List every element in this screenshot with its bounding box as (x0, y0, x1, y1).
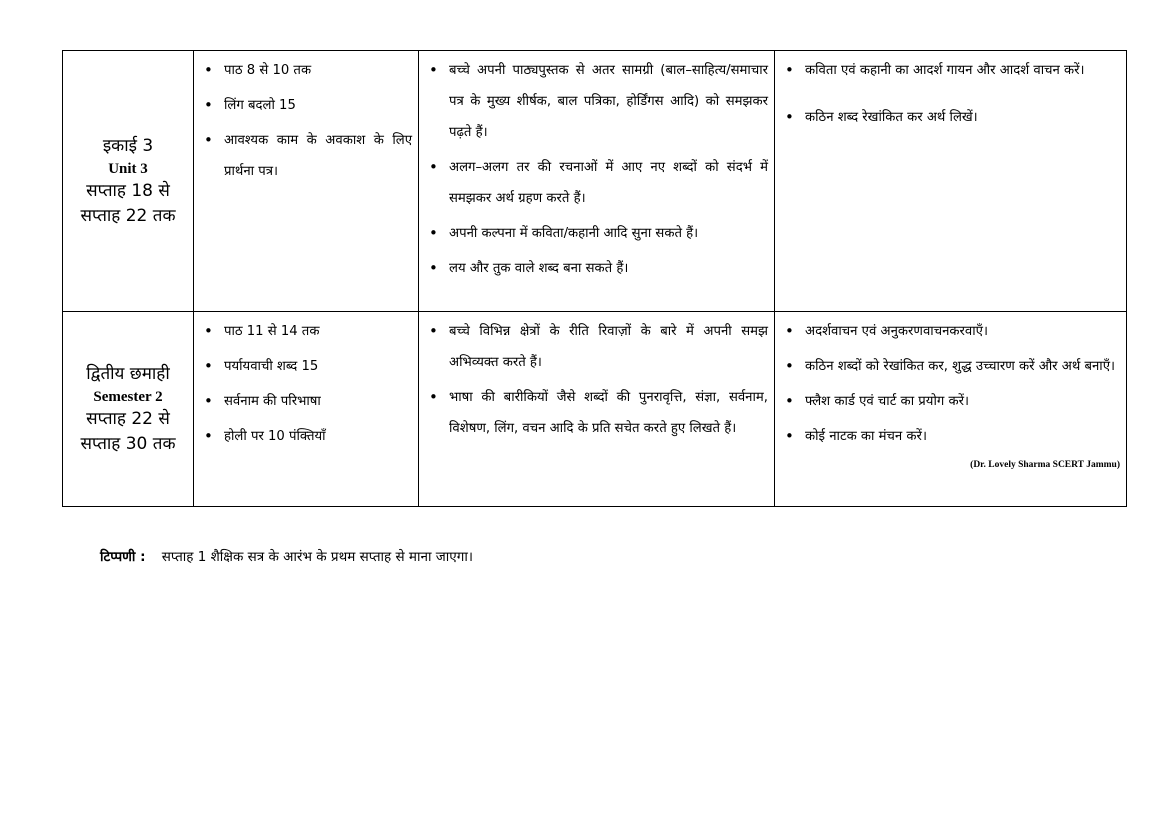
list-item: • कठिन शब्दों को रेखांकित कर, शुद्ध उच्चारण करें और अर्थ बनाएँ। (783, 351, 1120, 382)
curriculum-table (62, 50, 1127, 507)
week-from: सप्ताह 18 से (86, 180, 170, 201)
outcomes-cell (419, 312, 775, 507)
table-row (63, 51, 1127, 312)
list-item: • लिंग बदलो 15 (202, 90, 412, 121)
list-item: • बच्चे अपनी पाठ्यपुस्तक से अतर सामग्री (बाल–साहित्य/समाचार पत्र के मुख्य शीर्षक, बाल पत्रिका, होर्डिंगस आदि) को समझकर पढ़ते हैं। (427, 55, 768, 148)
list-item: • कविता एवं कहानी का आदर्श गायन और आदर्श वाचन करें। (783, 55, 1120, 86)
list-item: • अदर्शवाचन एवं अनुकरणवाचनकरवाएँ। (783, 316, 1120, 347)
unit-title-english: Semester 2 (93, 388, 163, 405)
list-item: • कठिन शब्द रेखांकित कर अर्थ लिखें। (783, 102, 1120, 133)
footnote (100, 547, 473, 565)
unit-cell (63, 312, 194, 507)
note-text: सप्ताह 1 शैक्षिक सत्र के आरंभ के प्रथम सप्ताह से माना जाएगा। (161, 549, 473, 565)
list-item: • अपनी कल्पना में कविता/कहानी आदि सुना सकते हैं। (427, 218, 768, 249)
list-item: • कोई नाटक का मंचन करें। (783, 421, 1120, 452)
list-item: • पर्यायवाची शब्द 15 (202, 351, 412, 382)
week-to: सप्ताह 22 तक (80, 205, 176, 226)
unit-title-hindi: द्वितीय छमाही (86, 363, 170, 384)
list-item: • होली पर 10 पंक्तियाँ (202, 421, 412, 452)
list-item: • पाठ 11 से 14 तक (202, 316, 412, 347)
list-item: • आवश्यक काम के अवकाश के लिए प्रार्थना पत्र। (202, 125, 412, 187)
week-to: सप्ताह 30 तक (80, 433, 176, 454)
list-item: • फ्लैश कार्ड एवं चार्ट का प्रयोग करें। (783, 386, 1120, 417)
content-cell (194, 312, 419, 507)
list-item: • सर्वनाम की परिभाषा (202, 386, 412, 417)
unit-cell (63, 51, 194, 312)
list-item: • लय और तुक वाले शब्द बना सकते हैं। (427, 253, 768, 284)
note-label: टिप्पणी : (100, 549, 146, 565)
unit-title-hindi: इकाई 3 (102, 135, 154, 156)
list-item: • पाठ 8 से 10 तक (202, 55, 412, 86)
week-from: सप्ताह 22 से (86, 408, 170, 429)
list-item: • अलग–अलग तर की रचनाओं में आए नए शब्दों को संदर्भ में समझकर अर्थ ग्रहण करते हैं। (427, 152, 768, 214)
list-item: • भाषा की बारीकियों जैसे शब्दों की पुनरावृत्ति, संज्ञा, सर्वनाम, विशेषण, लिंग, वचन आदि के प्रति सचेत करते हुए लिखते हैं। (427, 382, 768, 444)
outcomes-cell (419, 51, 775, 312)
author-credit: (Dr. Lovely Sharma SCERT Jammu) (970, 460, 1120, 470)
content-cell (194, 51, 419, 312)
unit-title-english: Unit 3 (108, 160, 148, 177)
activities-cell (775, 312, 1127, 507)
table-row (63, 312, 1127, 507)
activities-cell (775, 51, 1127, 312)
list-item: • बच्चे विभिन्न क्षेत्रों के रीति रिवाज़ों के बारे में अपनी समझ अभिव्यक्त करते हैं। (427, 316, 768, 378)
